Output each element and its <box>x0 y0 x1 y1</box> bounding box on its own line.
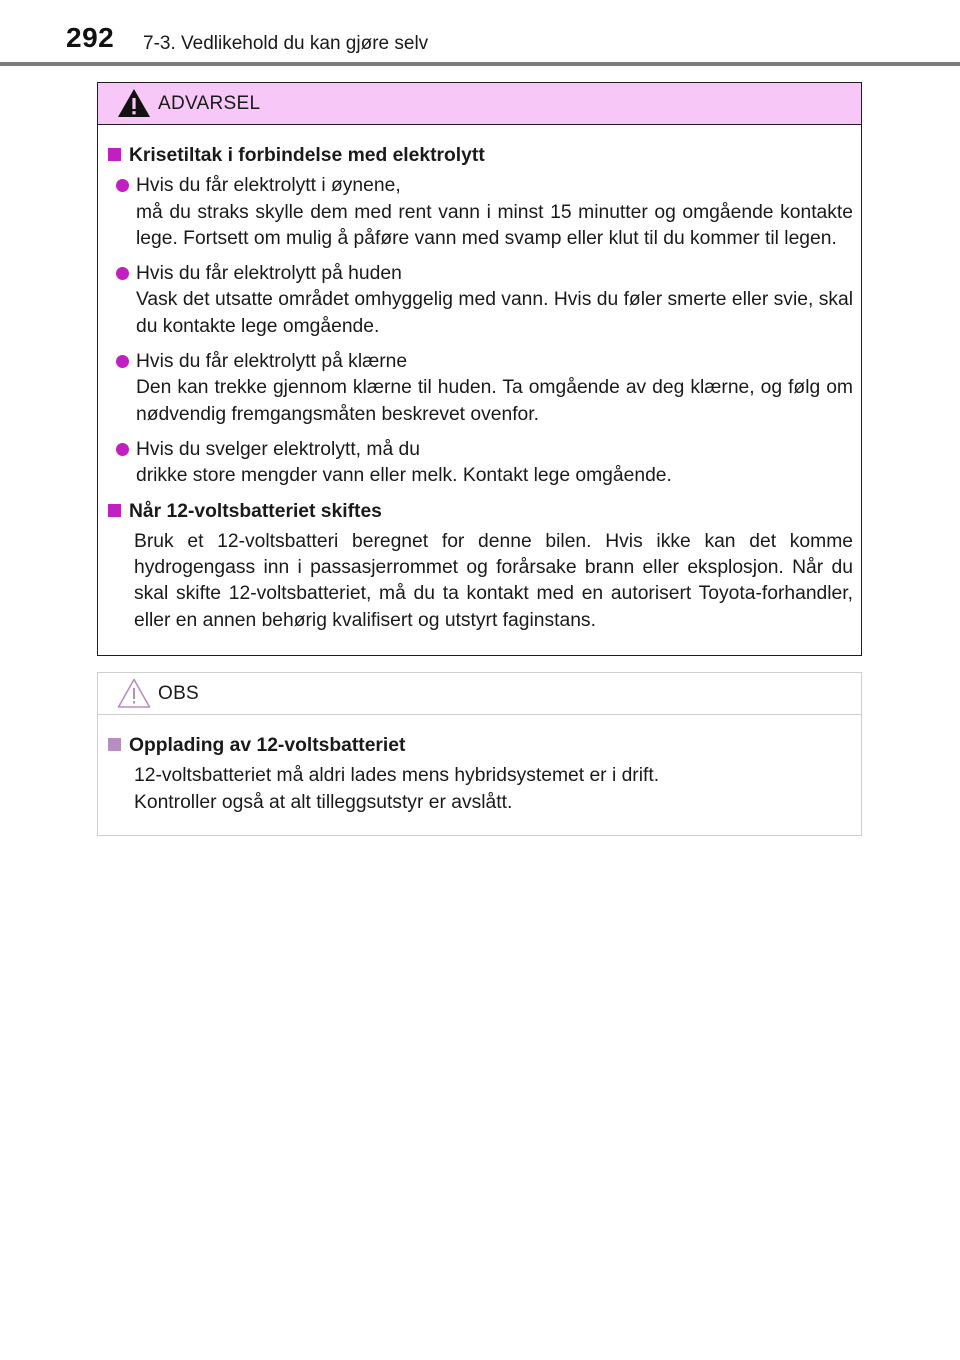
header-rule <box>0 62 960 66</box>
list-item <box>108 349 853 428</box>
square-bullet-icon <box>108 504 121 517</box>
warning-box-header <box>98 83 861 125</box>
list-item <box>108 261 853 340</box>
notice-label: OBS <box>158 683 200 704</box>
caution-triangle-outline-icon <box>116 677 152 709</box>
section-title: 7-3. Vedlikehold du kan gjøre selv <box>143 33 429 54</box>
round-bullet-icon <box>116 179 129 192</box>
paragraph-line: 12-voltsbatteriet må aldri lades mens hybridsystemet er i drift. <box>134 765 660 787</box>
section-heading <box>108 143 853 169</box>
heading-text: Når 12-voltsbatteriet skiftes <box>129 500 382 522</box>
notice-box <box>97 672 862 836</box>
bullet-text: Den kan trekke gjennom klærne til huden. Ta omgående av deg klærne, og følg om nødvendig fremgangsmåten beskrevet ovenfor. <box>136 377 853 425</box>
bullet-title: Hvis du får elektrolytt i øynene, <box>136 175 401 197</box>
list-item <box>108 173 853 252</box>
bullet-title: Hvis du svelger elektrolytt, må du <box>136 438 420 460</box>
heading-text: Krisetiltak i forbindelse med elektrolytt <box>129 145 485 166</box>
round-bullet-icon <box>116 267 129 280</box>
warning-label: ADVARSEL <box>158 93 261 114</box>
paragraph: Bruk et 12-voltsbatteri beregnet for denne bilen. Hvis ikke kan det komme hydrogengass inn i passasjerrommet og forårsake brann eller eksplosjon. Når du skal skifte 12-voltsbatteriet, må du ta kontakt med en autorisert Toyota-forhandler, eller en annen behørig kvalifisert og utstyrt faginstans. <box>134 530 853 631</box>
notice-body <box>98 715 861 816</box>
bullet-text: drikke store mengder vann eller melk. Kontakt lege omgående. <box>136 465 672 487</box>
bullet-text: må du straks skylle dem med rent vann i minst 15 minutter og omgående kontakte lege. Fortsett om mulig å påføre vann med svamp eller klut til du kommer til legen. <box>136 201 853 249</box>
notice-box-header <box>98 673 861 715</box>
page-header <box>0 0 960 66</box>
bullet-text: Vask det utsatte området omhyggelig med vann. Hvis du føler smerte eller svie, skal du kontakte lege omgående. <box>136 289 853 337</box>
warning-body <box>98 125 861 634</box>
square-bullet-icon <box>108 738 121 751</box>
bullet-title: Hvis du får elektrolytt på klærne <box>136 351 408 373</box>
round-bullet-icon <box>116 443 129 456</box>
section-heading <box>108 733 853 759</box>
section-heading <box>108 499 853 525</box>
round-bullet-icon <box>116 355 129 368</box>
warning-box <box>97 82 862 656</box>
bullet-title: Hvis du får elektrolytt på huden <box>136 263 402 285</box>
square-bullet-icon <box>108 148 121 161</box>
list-item <box>108 437 853 490</box>
heading-text: Opplading av 12-voltsbatteriet <box>129 735 406 756</box>
warning-triangle-filled-icon <box>116 87 152 119</box>
paragraph-line: Kontroller også at alt tilleggsutstyr er avslått. <box>134 791 513 813</box>
page-number: 292 <box>66 22 115 53</box>
